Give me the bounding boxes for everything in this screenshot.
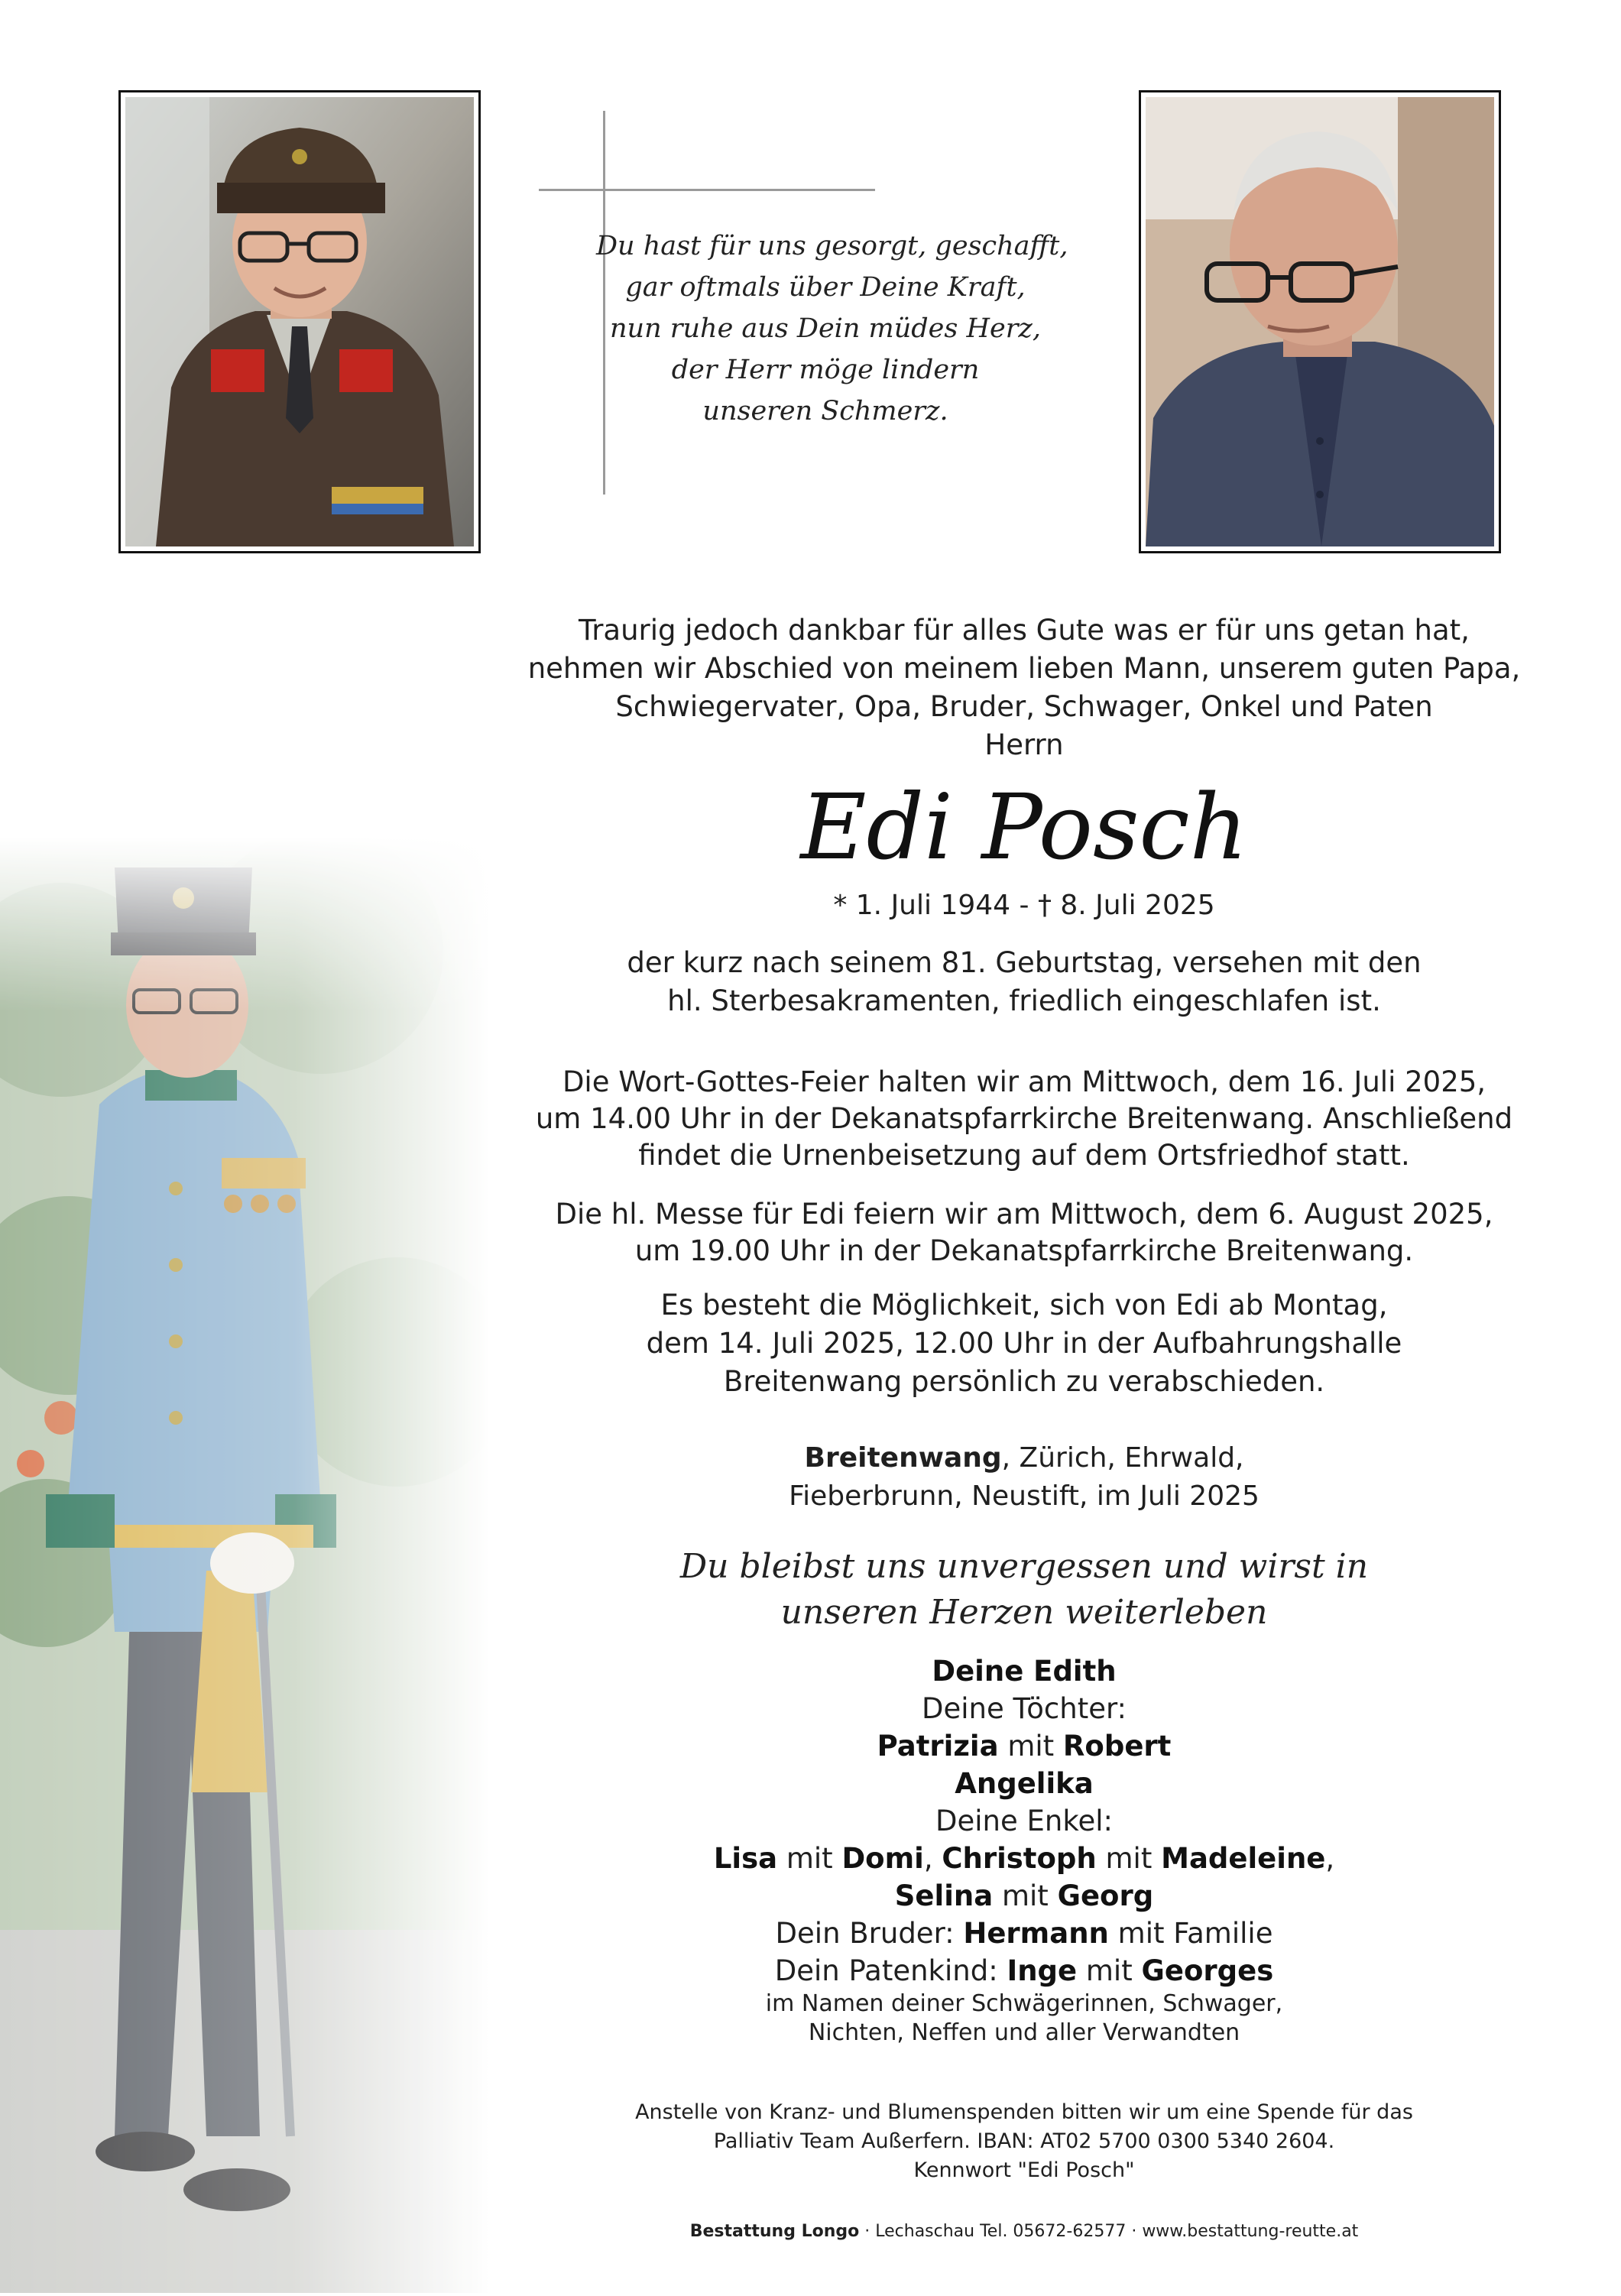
mourner-grandchildren-1: Lisa mit Domi, Christoph mit Madeleine,	[713, 1842, 1335, 1875]
relatives-line: Nichten, Neffen und aller Verwandten	[808, 2019, 1240, 2046]
name-christoph: Christoph	[942, 1842, 1097, 1875]
portrait-uniform-image	[125, 97, 474, 546]
name-robert: Robert	[1062, 1730, 1172, 1763]
place-breitenwang: Breitenwang	[804, 1442, 1002, 1474]
name-angelika: Angelika	[955, 1767, 1094, 1800]
poem-line: der Herr möge lindern	[671, 355, 980, 385]
mit-text: mit	[1105, 1842, 1153, 1875]
mass-text	[527, 1196, 1521, 1270]
viewing-line: dem 14. Juli 2025, 12.00 Uhr in der Aufbahrungshalle	[646, 1327, 1402, 1360]
poem-line: unseren Schmerz.	[702, 396, 948, 426]
name-georges: Georges	[1141, 1954, 1274, 1987]
donation-line: Kennwort "Edi Posch"	[913, 2158, 1135, 2182]
grandchildren-label: Deine Enkel:	[935, 1805, 1113, 1837]
ceremony-line: Die Wort-Gottes-Feier halten wir am Mittwoch, dem 16. Juli 2025,	[562, 1065, 1486, 1098]
intro-text	[527, 611, 1521, 764]
ceremony-text	[527, 1064, 1521, 1174]
name-madeleine: Madeleine	[1161, 1842, 1326, 1875]
viewing-line: Breitenwang persönlich zu verabschieden.	[723, 1365, 1325, 1398]
with-family-text: mit Familie	[1117, 1917, 1273, 1950]
mourner-grandchildren-2	[527, 1877, 1521, 1915]
places-date	[527, 1439, 1521, 1516]
brother-label: Dein Bruder:	[775, 1917, 955, 1950]
donation-note	[527, 2098, 1521, 2185]
passing-text	[527, 944, 1521, 1020]
godchild-label: Dein Patenkind:	[774, 1954, 998, 1987]
mit-text: mit	[1007, 1730, 1055, 1763]
mourner-angelika	[527, 1765, 1521, 1802]
mourner-edith	[527, 1652, 1521, 1690]
mass-line: Die hl. Messe für Edi feiern wir am Mittwoch, dem 6. August 2025,	[555, 1198, 1493, 1231]
viewing-text	[527, 1286, 1521, 1401]
relatives-line: im Namen deiner Schwägerinnen, Schwager,	[765, 1990, 1283, 2017]
portrait-glasses-photo	[1139, 90, 1501, 553]
places-line: Fieberbrunn, Neustift, im Juli 2025	[789, 1480, 1260, 1512]
donation-line: Anstelle von Kranz- und Blumenspenden bitten wir um eine Spende für das	[635, 2100, 1413, 2124]
life-dates: * 1. Juli 1944 - † 8. Juli 2025	[833, 890, 1215, 921]
motto-line: Du bleibst uns unvergessen und wirst in	[679, 1547, 1369, 1586]
intro-line: nehmen wir Abschied von meinem lieben Mann, unserem guten Papa,	[527, 652, 1521, 685]
viewing-line: Es besteht die Möglichkeit, sich von Edi ab Montag,	[660, 1289, 1388, 1321]
poem	[596, 225, 1068, 432]
deceased-name: Edi Posch	[800, 774, 1248, 880]
full-length-uniform-photo	[0, 837, 489, 2293]
company-name: Bestattung Longo	[689, 2222, 860, 2241]
name-edith: Deine Edith	[932, 1655, 1117, 1688]
intro-line: Herrn	[984, 728, 1064, 761]
motto-line: unseren Herzen weiterleben	[780, 1593, 1268, 1632]
portrait-uniform-photo	[118, 90, 481, 553]
poem-line: gar oftmals über Deine Kraft,	[625, 272, 1026, 303]
footer-line	[527, 2220, 1521, 2243]
mourners-list	[527, 1652, 1521, 2048]
mit-text: mit	[1001, 1879, 1049, 1912]
daughters-label: Deine Töchter:	[922, 1692, 1127, 1725]
memorial-motto	[527, 1544, 1521, 1636]
mit-text: mit	[1085, 1954, 1133, 1987]
intro-line: Schwiegervater, Opa, Bruder, Schwager, Onkel und Paten	[615, 690, 1433, 723]
full-length-uniform-image	[0, 837, 489, 2293]
intro-line: Traurig jedoch dankbar für alles Gute was er für uns getan hat,	[579, 614, 1470, 647]
name-hermann: Hermann	[963, 1917, 1109, 1950]
ceremony-line: findet die Urnenbeisetzung auf dem Ortsfriedhof statt.	[638, 1139, 1410, 1172]
company-details: · Lechaschau Tel. 05672-62577 · www.bestattung-reutte.at	[859, 2222, 1359, 2241]
name-patrizia: Patrizia	[877, 1730, 999, 1763]
mit-text: mit	[786, 1842, 833, 1875]
name-selina: Selina	[894, 1879, 994, 1912]
mourner-brother	[527, 1915, 1521, 1952]
mourner-godchild	[527, 1952, 1521, 1990]
name-georg: Georg	[1057, 1879, 1154, 1912]
mourner-patrizia	[527, 1727, 1521, 1765]
portrait-glasses-image	[1146, 97, 1494, 546]
poem-line: Du hast für uns gesorgt, geschafft,	[596, 231, 1068, 261]
donation-line: Palliativ Team Außerfern. IBAN: AT02 5700 0300 5340 2604.	[713, 2129, 1335, 2153]
name-domi: Domi	[841, 1842, 924, 1875]
name-inge: Inge	[1007, 1954, 1078, 1987]
places-line	[527, 1439, 1521, 1477]
mass-line: um 19.00 Uhr in der Dekanatspfarrkirche Breitenwang.	[634, 1234, 1414, 1267]
name-lisa: Lisa	[713, 1842, 778, 1875]
places-rest: , Zürich, Ehrwald,	[1001, 1442, 1244, 1474]
passing-line: hl. Sterbesakramenten, friedlich eingeschlafen ist.	[667, 984, 1381, 1017]
poem-line: nun ruhe aus Dein müdes Herz,	[610, 313, 1041, 344]
passing-line: der kurz nach seinem 81. Geburtstag, versehen mit den	[627, 946, 1422, 979]
funeral-home-footer	[527, 2220, 1521, 2243]
cross-horizontal-bar	[539, 189, 875, 191]
ceremony-line: um 14.00 Uhr in der Dekanatspfarrkirche Breitenwang. Anschließend	[535, 1102, 1513, 1135]
